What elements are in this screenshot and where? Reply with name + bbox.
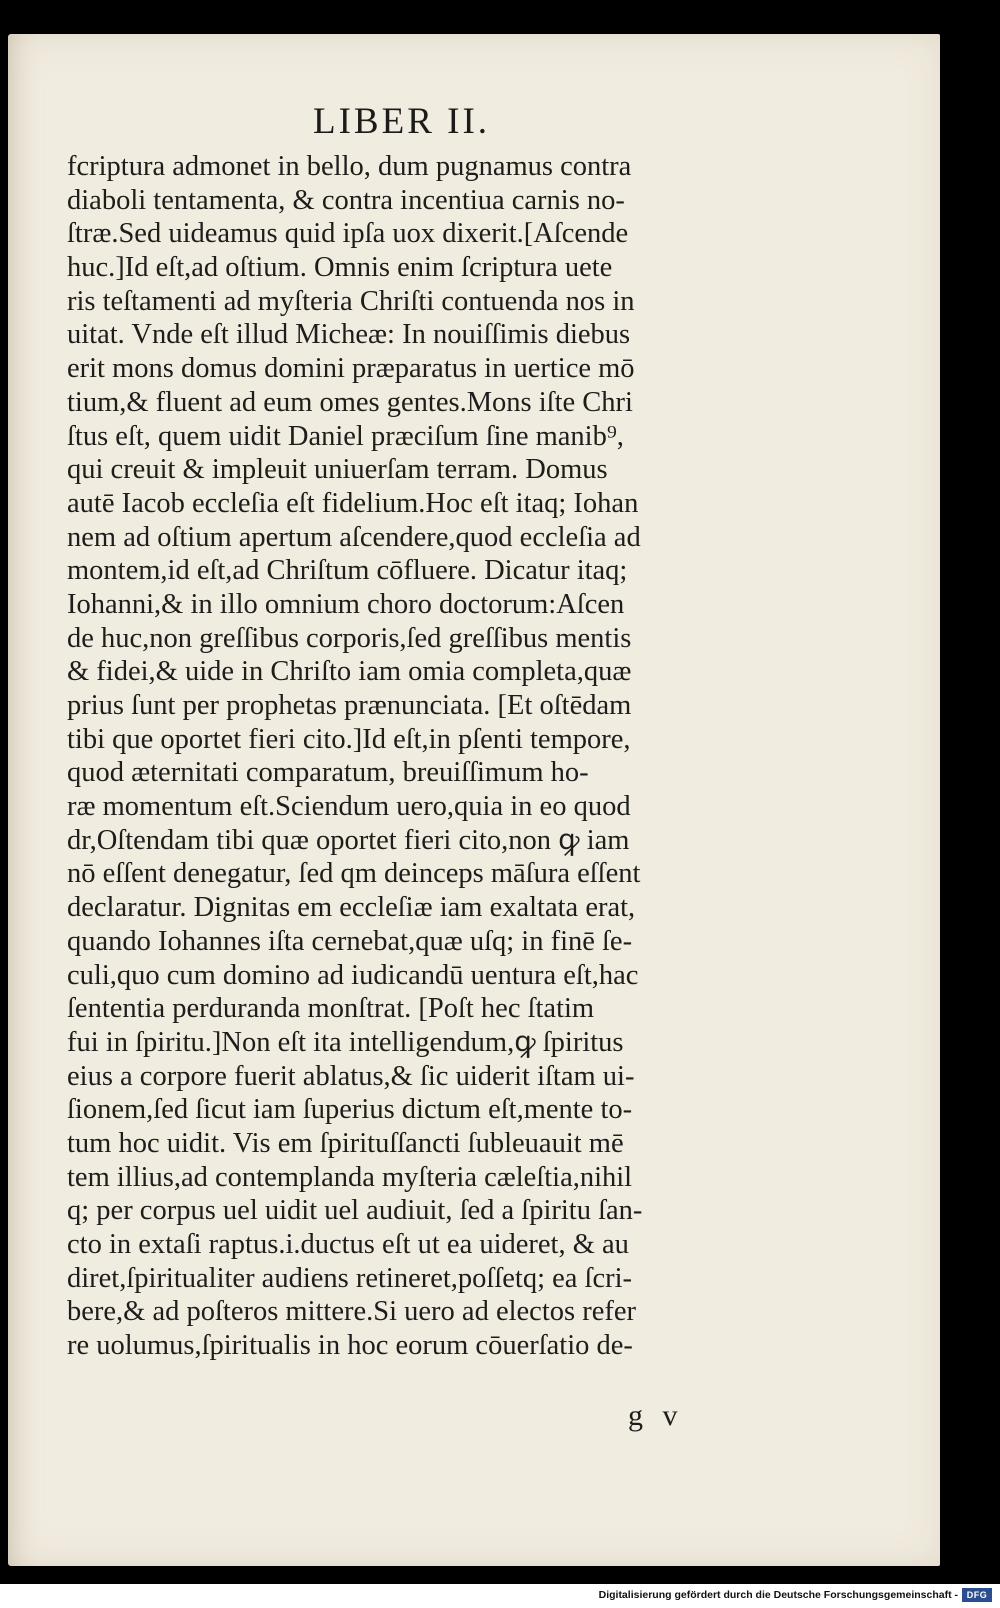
text-line: tem illius,ad contemplanda myſteria cæleſtia,nihil <box>67 1161 633 1193</box>
text-line: ſententia perduranda monſtrat. [Poſt hec ſtatim <box>67 993 595 1025</box>
text-line: tium,& fluent ad eum omes gentes.Mons iſte Chri <box>67 386 633 418</box>
text-line: cto in extaſi raptus.i.ductus eſt ut ea uideret, & au <box>67 1229 629 1260</box>
text-line: ræ momentum eſt.Sciendum uero,quia in eo quod <box>67 791 631 823</box>
text-line: ſtus eſt, quem uidit Daniel præciſum ſine manib⁹, <box>67 420 624 452</box>
text-line: tibi que oportet fieri cito.]Id eſt,in pſenti tempore, <box>67 723 631 755</box>
text-line: uitat. Vnde eſt illud Micheæ: In nouiſſimis diebus <box>67 319 631 351</box>
text-line: erit mons domus domini præparatus in uertice mō <box>67 353 635 385</box>
text-line: eius a corpore fuerit ablatus,& ſic uiderit iſtam ui- <box>67 1060 635 1092</box>
book-page <box>8 34 940 1566</box>
text-line: prius ſunt per prophetas prænunciata. [Et oſtēdam <box>67 690 632 721</box>
text-line: tum hoc uidit. Vis em ſpirituſſancti ſubleuauit mē <box>67 1127 624 1159</box>
text-line: ris teſtamenti ad myſteria Chriſti contuenda nos in <box>67 285 635 317</box>
text-line: huc.]Id eſt,ad oſtium. Omnis enim ſcriptura uete <box>67 252 613 284</box>
text-line: qui creuit & impleuit uniuerſam terram. Domus <box>67 454 608 486</box>
text-line: Iohanni,& in illo omnium choro doctorum:Aſcen <box>67 588 625 620</box>
signature-mark: g v <box>628 1399 684 1432</box>
text-line: & fidei,& uide in Chriſto iam omia completa,quæ <box>67 656 632 688</box>
text-line: quod æternitati comparatum, breuiſſimum ho- <box>67 757 589 789</box>
text-line: q; per corpus uel uidit uel audiuit, ſed a ſpiritu ſan- <box>67 1195 643 1227</box>
text-line: re uolumus,ſpiritualis in hoc eorum cōuerſatio de- <box>67 1330 633 1362</box>
text-line: ſionem,ſed ſicut iam ſuperius dictum eſt,mente to- <box>67 1094 633 1126</box>
text-line: autē Iacob eccleſia eſt fidelium.Hoc eſt itaq; Iohan <box>67 487 639 519</box>
body-text <box>67 150 787 1363</box>
text-line: de huc,non greſſibus corporis,ſed greſſibus mentis <box>67 622 632 654</box>
footer-bar <box>0 1584 1000 1608</box>
running-head: LIBER II. <box>313 101 491 142</box>
text-line: nō eſſent denegatur, ſed qm deinceps māſura eſſent <box>67 858 641 890</box>
text-line: bere,& ad poſteros mittere.Si uero ad electos refer <box>67 1296 636 1328</box>
dfg-logo-icon: DFG <box>962 1588 992 1602</box>
text-line: dr,Oſtendam tibi quæ oportet fieri cito,non ꝙ iam <box>67 824 630 856</box>
text-line: diret,ſpiritualiter audiens retineret,poſſetq; ea ſcri- <box>67 1262 633 1294</box>
text-line: quando Iohannes iſta cernebat,quæ uſq; in finē ſe- <box>67 925 633 957</box>
text-line: nem ad oſtium apertum aſcendere,quod eccleſia ad <box>67 521 641 553</box>
text-line: fui in ſpiritu.]Non eſt ita intelligendum,ꝙ ſpiritus <box>67 1026 624 1058</box>
text-line: culi,quo cum domino ad iudicandū uentura eſt,hac <box>67 959 639 991</box>
text-line: diaboli tentamenta, & contra incentiua carnis no- <box>67 184 625 216</box>
text-line: ſtræ.Sed uideamus quid ipſa uox dixerit.[Aſcende <box>67 218 629 250</box>
funding-credit: Digitalisierung gefördert durch die Deutsche Forschungsgemeinschaft - <box>598 1589 958 1601</box>
text-line: montem,id eſt,ad Chriſtum cōfluere. Dicatur itaq; <box>67 555 628 587</box>
text-line: declaratur. Dignitas em eccleſiæ iam exaltata erat, <box>67 892 636 924</box>
text-line: fcriptura admonet in bello, dum pugnamus contra <box>67 151 632 182</box>
